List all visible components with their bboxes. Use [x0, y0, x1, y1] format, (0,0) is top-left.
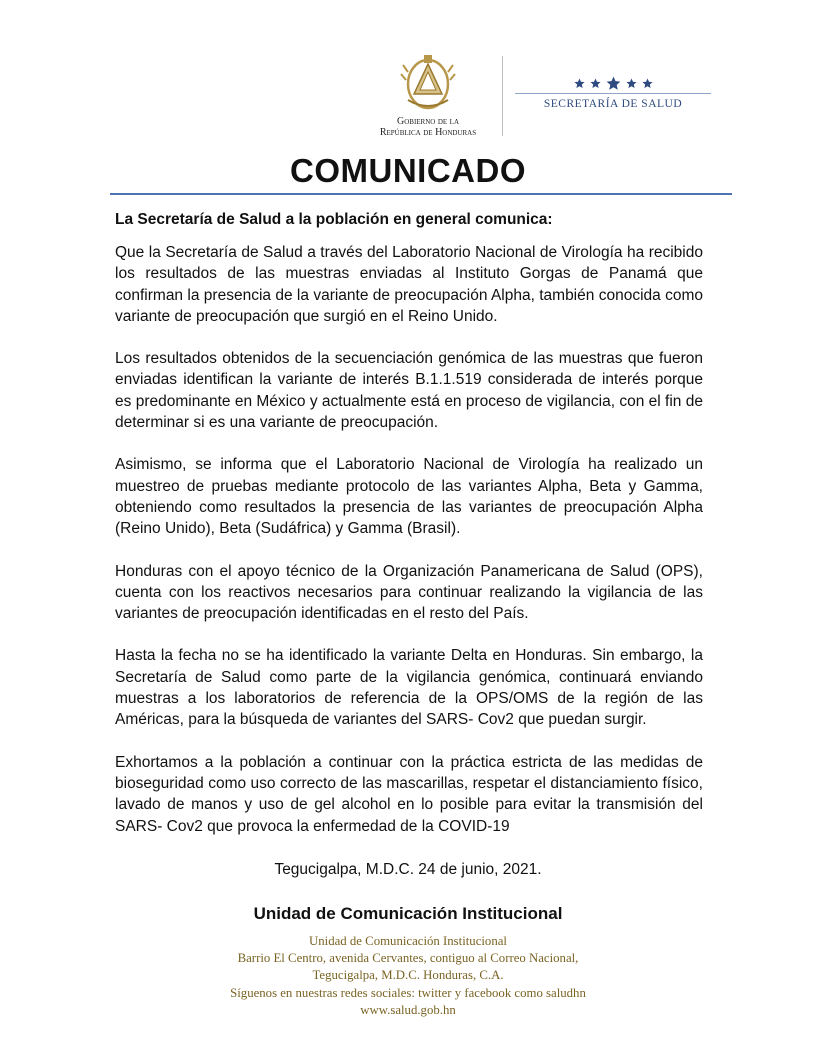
paragraph: Que la Secretaría de Salud a través del Laboratorio Nacional de Virología ha recibido los resultados de las muestras enviadas al Instituto Gorgas de Panamá que confirman la presencia de la variante de preocupación Alpha, también conocida como variante de preocupación que surgió en el Reino Unido.	[115, 244, 703, 325]
footer-link[interactable]: www.salud.gob.hn	[360, 1002, 456, 1017]
paragraph: Los resultados obtenidos de la secuenciación genómica de las muestras que fueron enviadas identifican la variante de interés B.1.1.519 considerada de interés porque es predominante en México y actualmente está en proceso de vigilancia, con el fin de determinar si es una variante de preocupación.	[115, 350, 703, 432]
government-name	[362, 116, 494, 138]
ministry-underline	[515, 93, 711, 94]
ministry-logo	[515, 76, 711, 110]
star-icon	[626, 78, 637, 89]
logo-divider	[502, 56, 503, 136]
star-icon	[590, 78, 601, 89]
government-line: República de Honduras	[379, 127, 477, 138]
footer-line: Síguenos en nuestras redes sociales: twitter y facebook como saludhn	[230, 985, 586, 1000]
paragraph: Asimismo, se informa que el Laboratorio Nacional de Virología ha realizado un muestreo de pruebas mediante protocolo de las variantes Alpha, Beta y Gamma, obteniendo como resultados la presencia de las variantes de preocupación Alpha (Reino Unido), Beta (Sudáfrica) y Gamma (Brasil).	[115, 456, 703, 538]
paragraph: Exhortamos a la población a continuar con la práctica estricta de las medidas de bioseguridad como uso correcto de las mascarillas, respetar el distanciamiento físico, lavado de manos y uso de gel alcohol en lo posible para evitar la transmisión del SARS- Cov2 que provoca la enfermedad de la COVID-19	[115, 753, 703, 835]
coat-of-arms-icon	[398, 50, 458, 114]
footer-line: Barrio El Centro, avenida Cervantes, contiguo al Correo Nacional,	[237, 951, 579, 966]
footer-line: Unidad de Comunicación Institucional	[309, 934, 507, 948]
document-body	[115, 210, 703, 858]
intro-statement: La Secretaría de Salud a la población en general comunica:	[115, 211, 553, 228]
stars-row	[515, 76, 711, 90]
signature: Unidad de Comunicación Institucional	[253, 904, 563, 923]
government-logo	[362, 50, 494, 138]
paragraph: Hasta la fecha no se ha identificado la variante Delta en Honduras. Sin embargo, la Secretaría de Salud como parte de la vigilancia genómica, continuará enviando muestras a los laboratorios de referencia de la OPS/OMS de la región de las Américas, para la búsqueda de variantes del SARS- Cov2 que puedan surgir.	[115, 647, 703, 729]
ministry-name: SECRETARÍA DE SALUD	[543, 98, 683, 110]
footer-line: Tegucigalpa, M.D.C. Honduras, C.A.	[312, 968, 504, 983]
title-rule	[110, 193, 732, 195]
government-line: Gobierno de la	[397, 116, 459, 127]
star-icon	[574, 78, 585, 89]
paragraph: Honduras con el apoyo técnico de la Organización Panamericana de Salud (OPS), cuenta con los reactivos necesarios para continuar realizando la vigilancia de las variantes de preocupación identificadas en el resto del País.	[115, 562, 703, 623]
star-icon	[606, 76, 621, 91]
page-title: COMUNICADO	[290, 152, 526, 189]
star-icon	[642, 78, 653, 89]
date-line: Tegucigalpa, M.D.C. 24 de junio, 2021.	[274, 861, 542, 878]
footer	[0, 933, 816, 1019]
